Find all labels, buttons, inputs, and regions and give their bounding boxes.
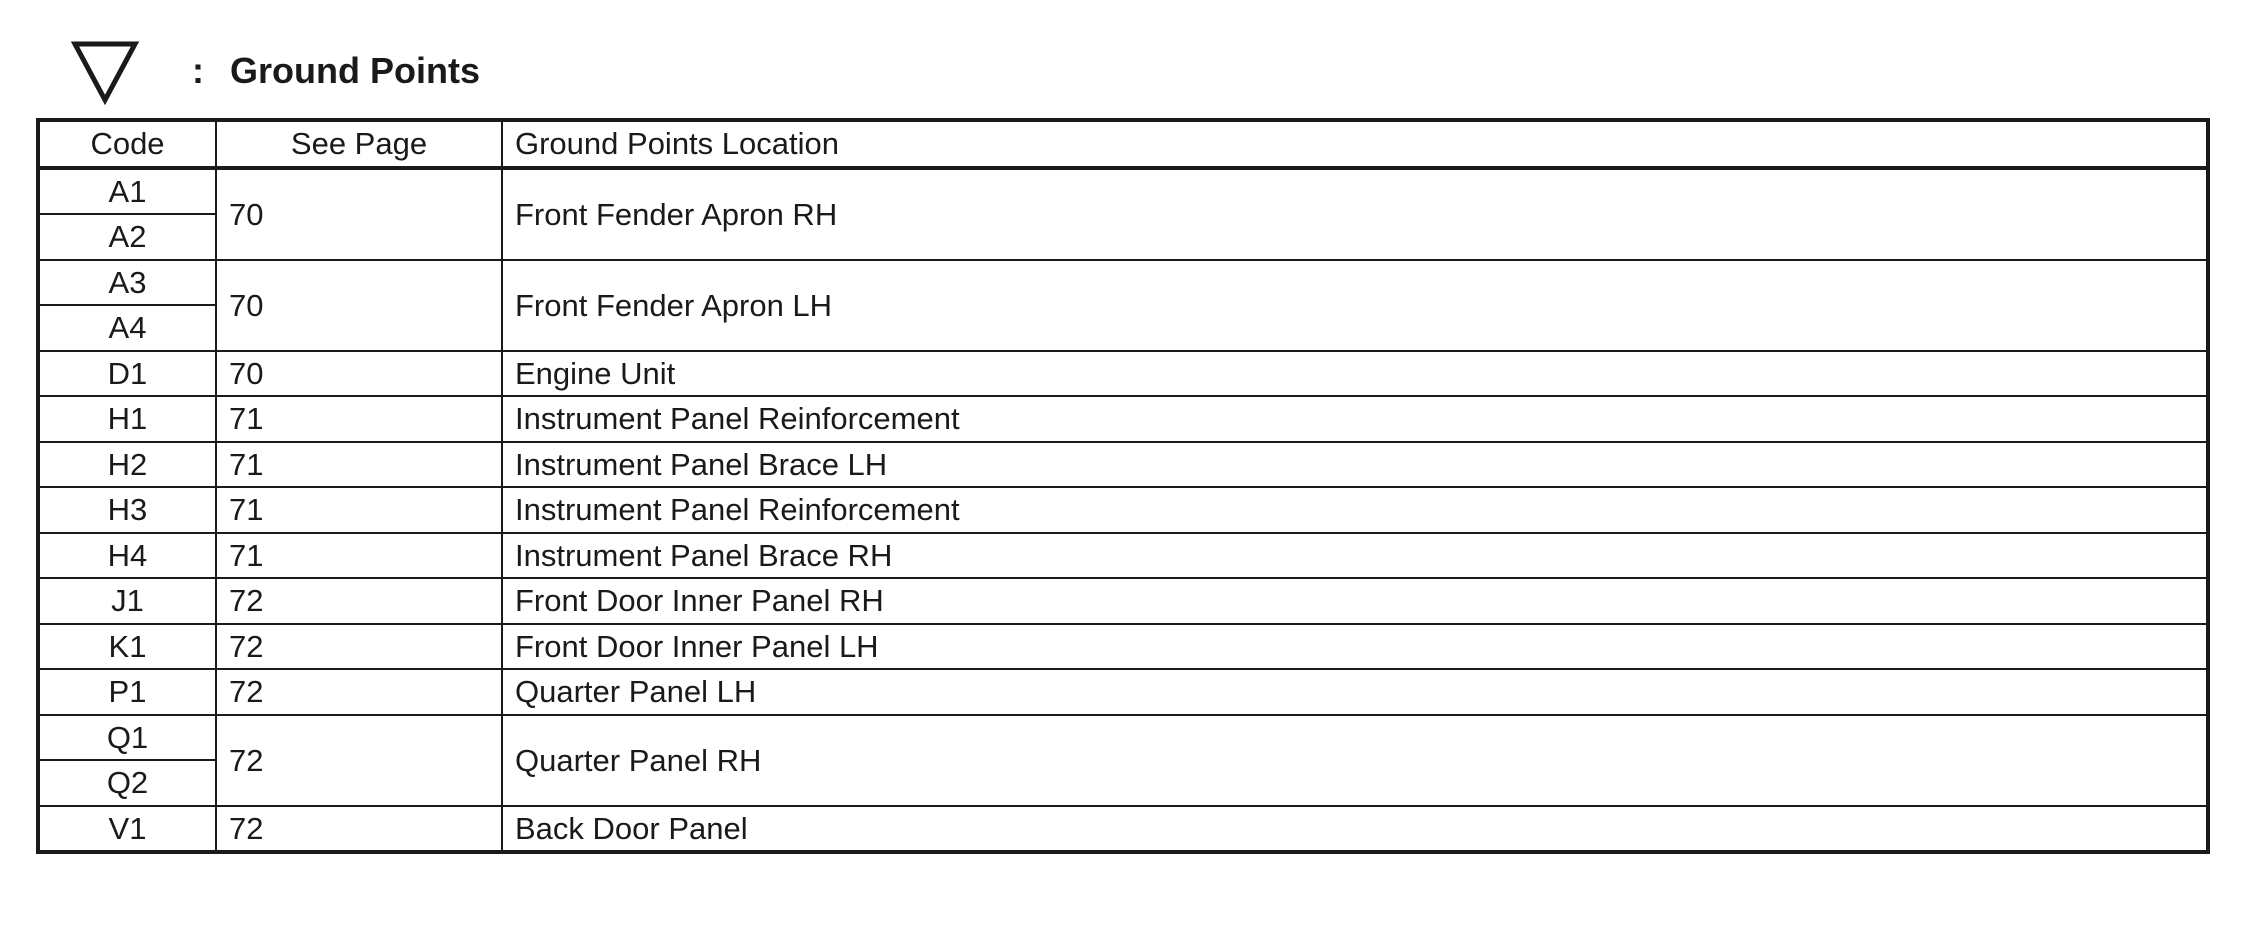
column-header-code: Code bbox=[38, 120, 216, 168]
code-cell: H4 bbox=[38, 533, 216, 579]
ground-points-legend bbox=[70, 36, 480, 106]
location-cell: Front Fender Apron RH bbox=[502, 168, 2208, 260]
code-cell: A4 bbox=[38, 305, 216, 351]
legend-colon: : bbox=[192, 50, 204, 91]
see-page-cell: 72 bbox=[216, 578, 502, 624]
location-cell: Front Door Inner Panel LH bbox=[502, 624, 2208, 670]
code-cell: P1 bbox=[38, 669, 216, 715]
location-cell: Engine Unit bbox=[502, 351, 2208, 397]
table-row bbox=[38, 396, 2208, 442]
downward-triangle-icon bbox=[70, 36, 140, 106]
code-cell: K1 bbox=[38, 624, 216, 670]
table-row bbox=[38, 806, 2208, 853]
column-header-see-page: See Page bbox=[216, 120, 502, 168]
see-page-cell: 72 bbox=[216, 669, 502, 715]
code-cell: A2 bbox=[38, 214, 216, 260]
see-page-cell: 70 bbox=[216, 168, 502, 260]
table-row bbox=[38, 351, 2208, 397]
table-body bbox=[38, 168, 2208, 853]
code-cell: H2 bbox=[38, 442, 216, 488]
see-page-cell: 70 bbox=[216, 351, 502, 397]
table-row bbox=[38, 669, 2208, 715]
see-page-cell: 71 bbox=[216, 442, 502, 488]
location-cell: Instrument Panel Reinforcement bbox=[502, 396, 2208, 442]
code-cell: A1 bbox=[38, 168, 216, 215]
column-header-location: Ground Points Location bbox=[502, 120, 2208, 168]
see-page-cell: 71 bbox=[216, 533, 502, 579]
table-row bbox=[38, 168, 2208, 215]
code-cell: A3 bbox=[38, 260, 216, 306]
location-cell: Instrument Panel Brace RH bbox=[502, 533, 2208, 579]
table-row bbox=[38, 578, 2208, 624]
see-page-cell: 71 bbox=[216, 487, 502, 533]
legend-title: Ground Points bbox=[230, 50, 480, 91]
code-cell: H1 bbox=[38, 396, 216, 442]
table-row bbox=[38, 260, 2208, 306]
table-header-row bbox=[38, 120, 2208, 168]
location-cell: Instrument Panel Reinforcement bbox=[502, 487, 2208, 533]
see-page-cell: 72 bbox=[216, 715, 502, 806]
table-row bbox=[38, 487, 2208, 533]
see-page-cell: 70 bbox=[216, 260, 502, 351]
see-page-cell: 72 bbox=[216, 806, 502, 853]
code-cell: H3 bbox=[38, 487, 216, 533]
code-cell: D1 bbox=[38, 351, 216, 397]
location-cell: Instrument Panel Brace LH bbox=[502, 442, 2208, 488]
location-cell: Quarter Panel LH bbox=[502, 669, 2208, 715]
location-cell: Front Fender Apron LH bbox=[502, 260, 2208, 351]
table-row bbox=[38, 533, 2208, 579]
location-cell: Front Door Inner Panel RH bbox=[502, 578, 2208, 624]
see-page-cell: 72 bbox=[216, 624, 502, 670]
table-row bbox=[38, 715, 2208, 761]
ground-points-table bbox=[36, 118, 2210, 854]
code-cell: Q2 bbox=[38, 760, 216, 806]
see-page-cell: 71 bbox=[216, 396, 502, 442]
table-row bbox=[38, 442, 2208, 488]
location-cell: Quarter Panel RH bbox=[502, 715, 2208, 806]
code-cell: V1 bbox=[38, 806, 216, 853]
code-cell: Q1 bbox=[38, 715, 216, 761]
table-row bbox=[38, 624, 2208, 670]
code-cell: J1 bbox=[38, 578, 216, 624]
location-cell: Back Door Panel bbox=[502, 806, 2208, 853]
